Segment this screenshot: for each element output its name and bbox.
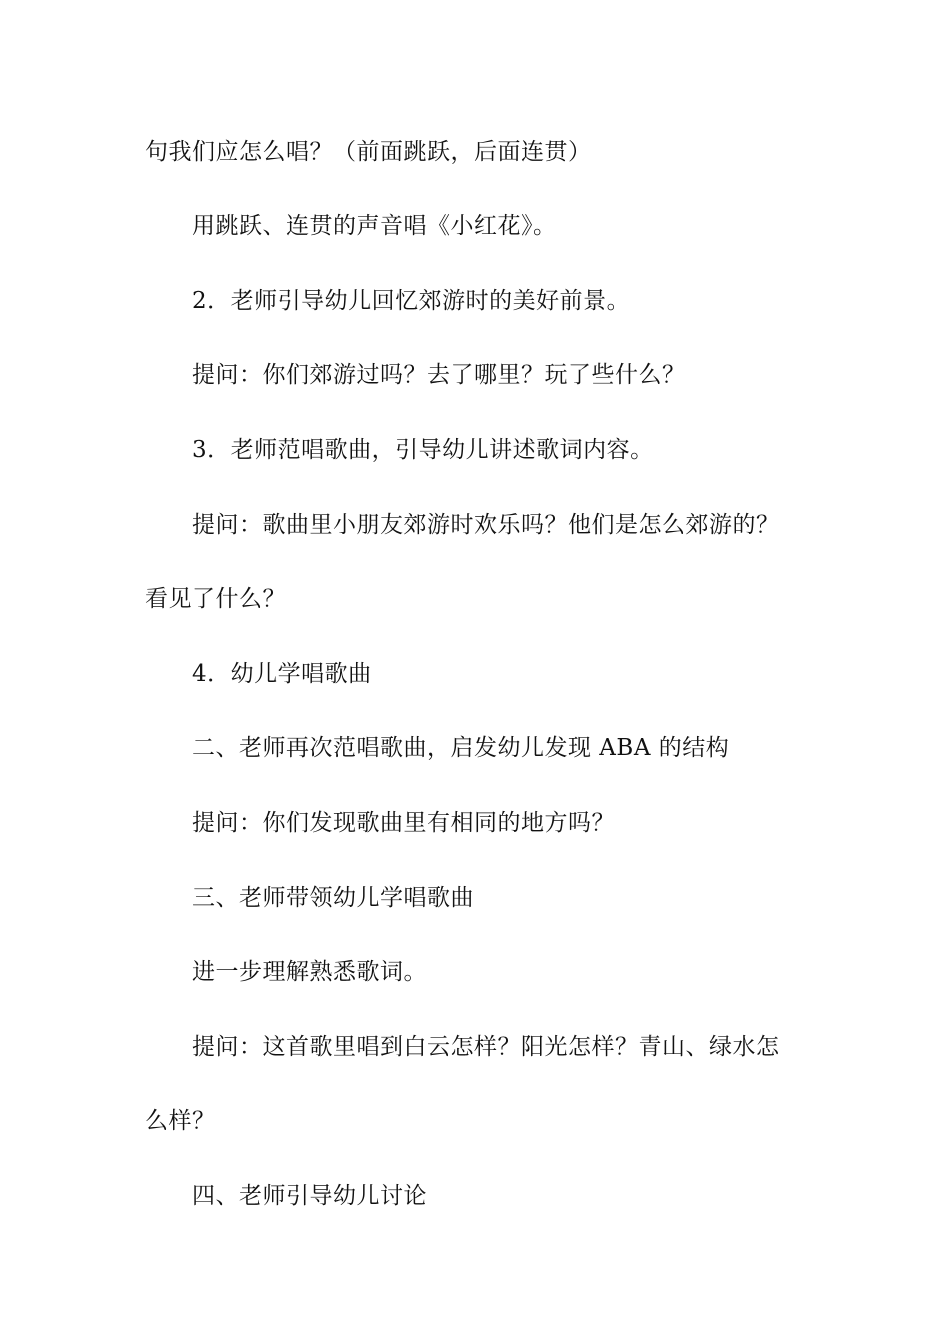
text-line-6: 提问：歌曲里小朋友郊游时欢乐吗？他们是怎么郊游的？: [192, 512, 780, 538]
text-line-13: 提问：这首歌里唱到白云怎样？阳光怎样？青山、绿水怎: [192, 1034, 780, 1060]
text-line-12: 进一步理解熟悉歌词。: [192, 959, 427, 985]
text-line-4: 提问：你们郊游过吗？去了哪里？玩了些什么？: [192, 362, 686, 388]
text-line-3: 2．老师引导幼儿回忆郊游时的美好前景。: [192, 288, 631, 314]
text-line-9: 二、老师再次范唱歌曲，启发幼儿发现 ABA 的结构: [192, 735, 730, 761]
text-line-15: 四、老师引导幼儿讨论: [192, 1183, 427, 1209]
text-line-10: 提问：你们发现歌曲里有相同的地方吗？: [192, 810, 615, 836]
text-line-11: 三、老师带领幼儿学唱歌曲: [192, 885, 474, 911]
text-line-7: 看见了什么？: [145, 586, 286, 612]
text-line-14: 么样？: [145, 1108, 216, 1134]
text-line-1: 句我们应怎么唱？（前面跳跃，后面连贯）: [145, 139, 592, 165]
text-line-2: 用跳跃、连贯的声音唱《小红花》。: [192, 213, 557, 239]
text-line-8: 4．幼儿学唱歌曲: [192, 661, 372, 687]
text-line-5: 3．老师范唱歌曲，引导幼儿讲述歌词内容。: [192, 437, 654, 463]
